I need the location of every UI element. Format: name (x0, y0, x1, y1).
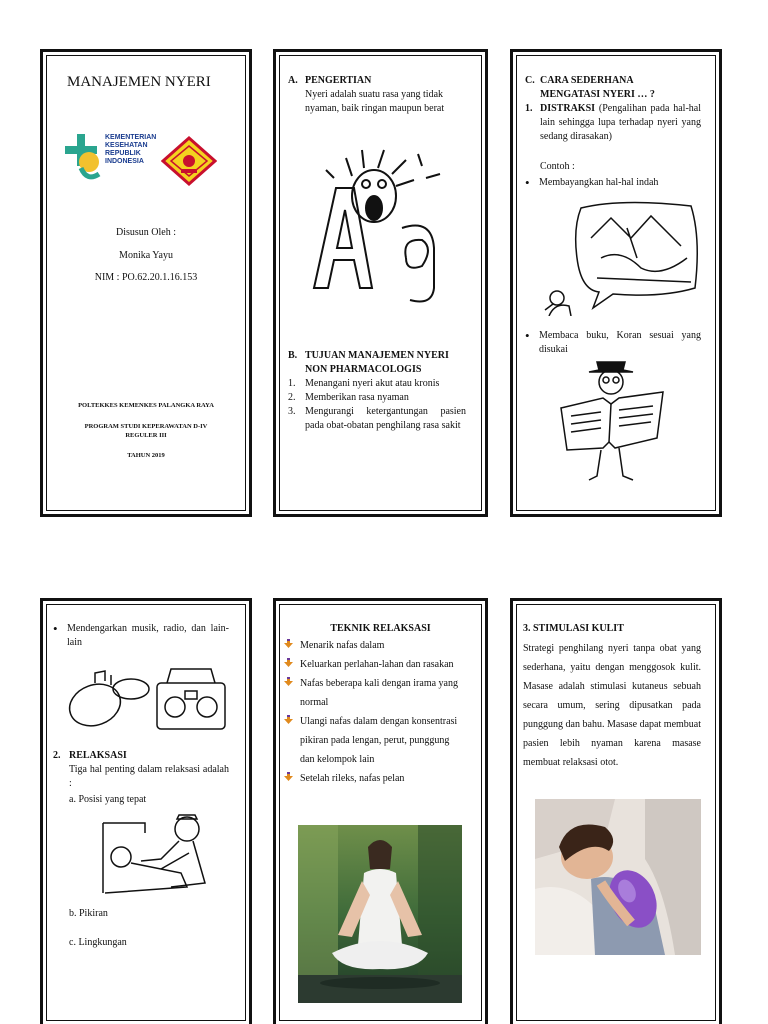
technique-title: TEKNIK RELAKSASI (330, 623, 431, 634)
section-b-title: TUJUAN MANAJEMEN NYERI NON PHARMACOLOGIS (305, 350, 449, 375)
example-list-1 (525, 176, 701, 190)
stimulation-text: Strategi penghilang nyeri tanpa obat yang sederhana, yaitu dengan menggosok kulit. Masase adalah stimulasi kutaneus sebuah secara umum, sering dipusatkan pada punggung dan bahu. Masase dapat membuat pasien lebih nyaman karena masase membuat relaksasi otot. (523, 643, 701, 768)
kemenkes-text: KEMENTERIAN KESEHATAN REPUBLIK INDONESIA (105, 134, 157, 165)
list-item: 2. Memberikan rasa nyaman (288, 392, 409, 403)
poltekkes-logo (161, 136, 217, 186)
stimulation-title: 3. STIMULASI KULIT (523, 623, 624, 634)
list-item: Menarik nafas dalam (284, 636, 464, 655)
definition-text: Nyeri adalah suatu rasa yang tidak nyaman, baik ringan maupun berat (305, 89, 445, 114)
section-c-label: C. (525, 75, 535, 86)
list-item: • Membayangkan hal-hal indah (525, 176, 701, 190)
methods-panel (510, 49, 722, 517)
screaming-letters-icon (306, 148, 451, 308)
student-id: NIM : PO.62.20.1.16.153 (94, 272, 198, 283)
study-program: PROGRAM STUDI KEPERAWATAN D-IV REGULER III (84, 423, 208, 439)
thought-bubble-icon (541, 198, 703, 316)
cover-panel (40, 49, 252, 517)
skin-stimulation-panel (510, 598, 722, 1024)
technique-list (284, 636, 464, 788)
example-label: Contoh : (540, 161, 575, 172)
arrow-down-icon (284, 639, 293, 648)
pain-illustration (306, 148, 451, 308)
section-b-label: B. (288, 350, 298, 361)
man-reading-newspaper-icon (553, 358, 671, 484)
example-list-2 (525, 329, 701, 357)
poltekkes-emblem-icon (161, 136, 217, 186)
list-item: 1. Menangani nyeri akut atau kronis (288, 378, 440, 389)
list-item: • Mendengarkan musik, radio, dan lain-lain (53, 622, 229, 650)
list-item: Setelah rileks, nafas pelan (284, 769, 464, 788)
cover-title: MANAJEMEN NYERI (67, 74, 211, 90)
section-a-title: PENGERTIAN (305, 75, 372, 86)
definition-panel (273, 49, 488, 517)
list-item: Ulangi nafas dalam dengan konsentrasi pikiran pada lengan, perut, punggung dan kelompok lain (284, 712, 464, 769)
relaxation-number: 2. (53, 750, 61, 761)
music-illustration (65, 663, 231, 747)
relaxation-title: RELAKSASI (69, 750, 127, 761)
relaxation-text: Tiga hal penting dalam relaksasi adalah : (69, 764, 229, 789)
list-item: 3. Mengurangi ketergantungan pasien pada obat-obatan penghilang rasa sakit (288, 406, 466, 431)
distraction-block: 1. DISTRAKSI (Pengalihan pada hal-hal lain sehingga lupa terhadap nyeri yang sedang dirasakan) (525, 103, 701, 142)
list-item: Nafas beberapa kali dengan irama yang normal (284, 674, 464, 712)
music-list (53, 622, 229, 650)
goals-list (288, 377, 466, 433)
compiled-by-label: Disusun Oleh : (116, 227, 176, 238)
list-item: Keluarkan perlahan-lahan dan rasakan (284, 655, 464, 674)
year-label: TAHUN 2019 (127, 452, 165, 459)
radio-and-notes-icon (65, 663, 231, 747)
section-a-label: A. (288, 75, 298, 86)
kemenkes-logo (65, 130, 157, 186)
author-name: Monika Yayu (119, 250, 173, 261)
meditation-woman-icon (298, 825, 462, 1003)
warm-compress-photo (535, 799, 701, 955)
arrow-down-icon (284, 658, 293, 667)
music-relaxation-panel (40, 598, 252, 1024)
nurse-illustration (101, 813, 229, 895)
meditation-photo (298, 825, 462, 1003)
section-c-title: CARA SEDERHANA MENGATASI NYERI … ? (540, 75, 655, 100)
item-thoughts: b. Pikiran (69, 908, 108, 919)
woman-with-hot-water-bottle-icon (535, 799, 701, 955)
institution-name: POLTEKKES KEMENKES PALANGKA RAYA (78, 402, 214, 409)
arrow-down-icon (284, 677, 293, 686)
reading-illustration (553, 358, 671, 484)
arrow-down-icon (284, 715, 293, 724)
arrow-down-icon (284, 772, 293, 781)
item-environment: c. Lingkungan (69, 937, 127, 948)
list-item: • Membaca buku, Koran sesuai yang disukai (525, 329, 701, 357)
imagining-illustration (541, 198, 703, 316)
relaxation-technique-panel (273, 598, 488, 1024)
item-position: a. Posisi yang tepat (69, 794, 147, 805)
nurse-patient-icon (101, 813, 229, 895)
